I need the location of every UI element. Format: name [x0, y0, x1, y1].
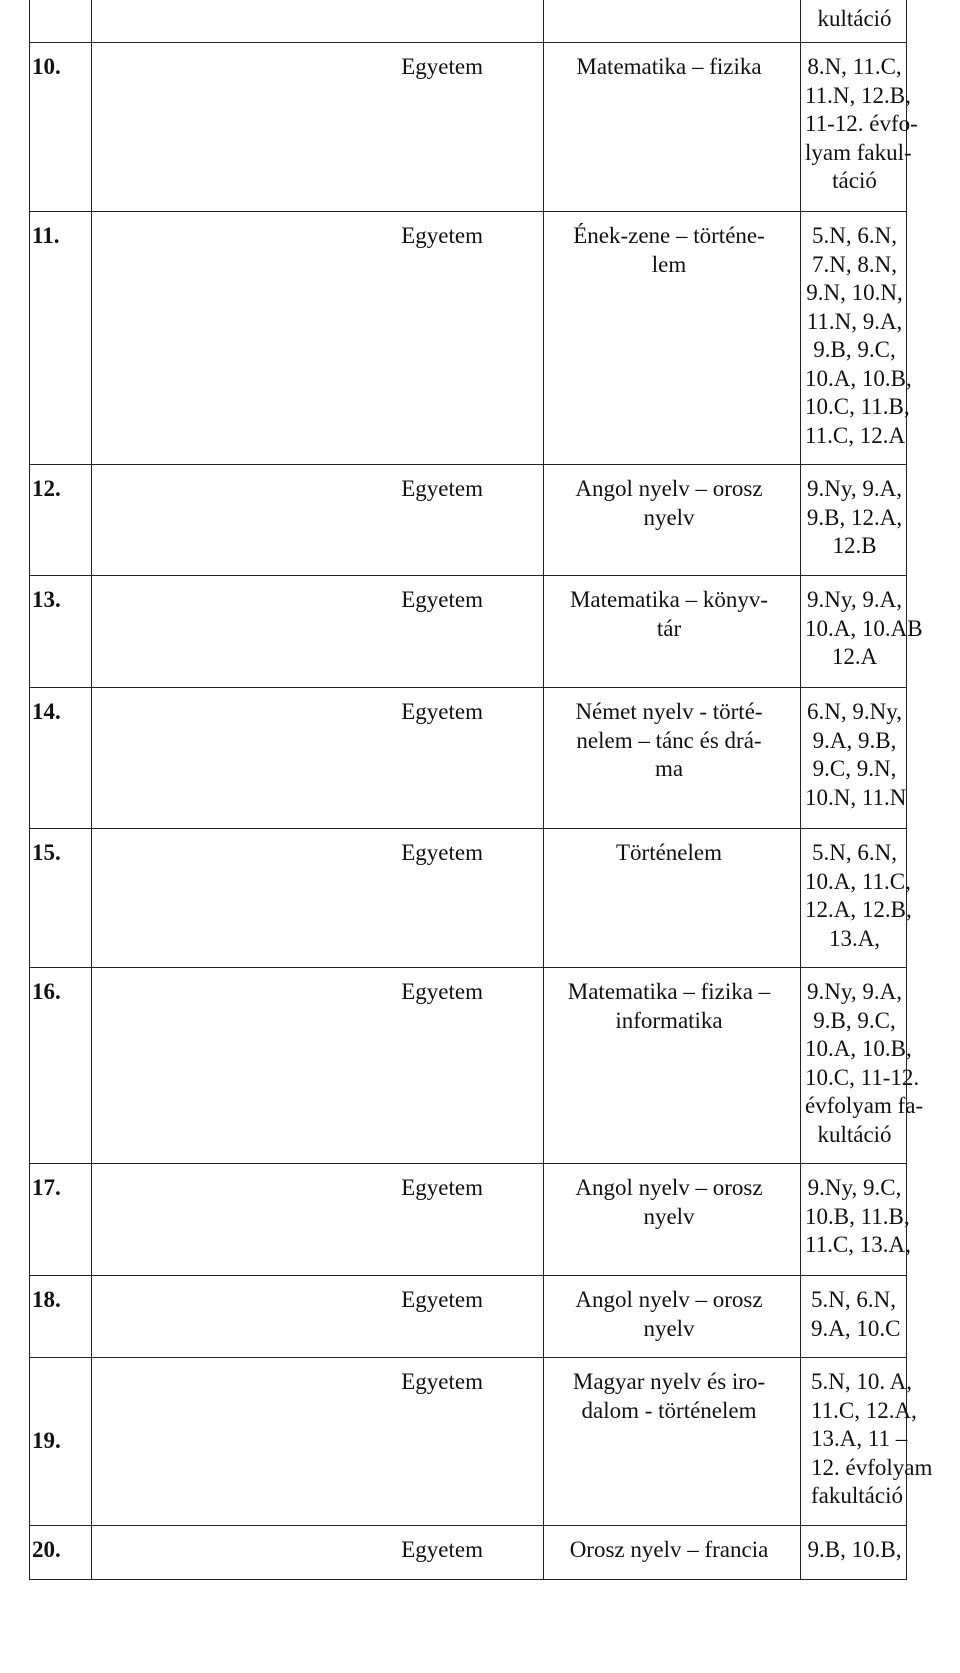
subject-cell	[544, 1276, 801, 1358]
subject-line: nyelv	[643, 1203, 695, 1229]
subject-line: Matematika – fizika	[576, 54, 762, 79]
table-row	[30, 1164, 907, 1276]
school-university-table	[29, 0, 933, 1580]
university-label: Egyetem	[401, 840, 483, 865]
subject-line: Angol nyelv – orosz	[575, 1287, 763, 1312]
number-cell	[30, 1164, 92, 1276]
classes-line: 9.B, 10.B,	[807, 1536, 902, 1562]
subject-cell	[544, 829, 801, 968]
table-row	[30, 576, 907, 688]
row-number: 10.	[32, 54, 61, 79]
number-cell	[30, 1276, 92, 1358]
classes-line: 9.N, 10.N,	[806, 280, 903, 305]
subject-line: dalom - történelem	[581, 1397, 757, 1423]
subject-line: Angol nyelv – orosz	[575, 476, 763, 501]
classes-line: 9.Ny, 9.A,	[807, 979, 902, 1004]
subject-line: ma	[654, 756, 684, 781]
classes-cell	[801, 829, 912, 968]
classes-cell	[801, 1164, 911, 1276]
classes-line: 10.C, 11.B,	[805, 394, 910, 419]
classes-cell	[801, 0, 907, 43]
number-cell	[30, 829, 92, 968]
classes-line: 12. évfolyam	[811, 1454, 933, 1480]
classes-cell	[801, 43, 918, 212]
classes-line: 10.N, 11.N	[805, 784, 907, 810]
classes-line: 9.Ny, 9.C,	[807, 1175, 902, 1200]
subject-cell	[544, 212, 801, 465]
classes-line: 11.N, 12.B,	[805, 82, 911, 108]
subject-line: Matematika – fizika –	[567, 979, 771, 1004]
classes-line: 5.N, 6.N,	[812, 223, 897, 248]
university-cell	[92, 1276, 544, 1358]
classes-line: 12.B	[832, 533, 877, 558]
university-label: Egyetem	[401, 699, 483, 724]
number-cell	[30, 43, 92, 212]
row-number: 19.	[32, 1428, 61, 1453]
table-row	[30, 688, 907, 829]
classes-line: fakultáció	[811, 1483, 903, 1508]
number-cell	[30, 968, 92, 1164]
university-label: Egyetem	[401, 1369, 483, 1394]
table-row	[30, 212, 907, 465]
row-number: 11.	[32, 223, 60, 248]
row-number: 17.	[32, 1175, 61, 1200]
classes-line: 9.Ny, 9.A,	[807, 587, 902, 612]
subject-line: Történelem	[615, 840, 722, 865]
university-label: Egyetem	[401, 223, 483, 248]
number-cell	[30, 576, 92, 688]
university-cell	[92, 43, 544, 212]
number-cell	[30, 688, 92, 829]
subject-line: Orosz nyelv – francia	[569, 1536, 769, 1562]
classes-line: 11.C, 13.A,	[805, 1232, 911, 1257]
classes-line: 7.N, 8.N,	[812, 251, 897, 277]
row-number: 14.	[32, 699, 61, 724]
number-cell	[30, 465, 92, 576]
university-label: Egyetem	[401, 476, 483, 501]
university-cell	[92, 465, 544, 576]
row-number: 18.	[32, 1287, 61, 1312]
subject-line: Ének-zene – történe-	[573, 223, 765, 248]
classes-line: 5.N, 6.N,	[811, 1287, 896, 1312]
university-label: Egyetem	[401, 1175, 483, 1200]
classes-line: kultáció	[817, 6, 892, 31]
classes-cell	[801, 688, 907, 829]
table-row	[30, 465, 907, 576]
classes-cell	[801, 1525, 907, 1579]
table-row	[30, 1525, 907, 1579]
classes-line: 5.N, 6.N,	[812, 840, 897, 865]
subject-line: lem	[651, 251, 687, 277]
subject-line: Német nyelv - törté-	[575, 699, 763, 724]
classes-cell	[801, 212, 912, 465]
university-label: Egyetem	[401, 1536, 483, 1562]
classes-line: 5.N, 10. A,	[811, 1369, 912, 1394]
row-number: 13.	[32, 587, 61, 612]
table-row-fragment	[30, 0, 907, 43]
university-cell	[92, 968, 544, 1164]
subject-line: nyelv	[643, 1315, 695, 1341]
classes-line: kultáció	[817, 1121, 892, 1147]
number-cell	[30, 212, 92, 465]
university-cell	[92, 1525, 544, 1579]
row-number: 16.	[32, 979, 61, 1004]
classes-line: 10.C, 11-12.	[805, 1064, 920, 1090]
classes-line: lyam fakul-	[805, 139, 912, 165]
number-cell	[30, 1525, 92, 1579]
university-cell	[92, 576, 544, 688]
table-body	[30, 0, 933, 1579]
row-number: 15.	[32, 840, 61, 865]
classes-cell	[801, 1358, 933, 1526]
subject-line: tár	[656, 615, 682, 641]
classes-line: 6.N, 9.Ny,	[807, 699, 902, 724]
university-label: Egyetem	[401, 54, 483, 79]
university-label: Egyetem	[401, 1287, 483, 1312]
subject-cell	[544, 43, 801, 212]
table-row	[30, 829, 907, 968]
classes-line: 13.A,	[828, 925, 881, 951]
subject-cell	[544, 1164, 801, 1276]
subject-line: nyelv	[643, 504, 695, 530]
classes-cell	[801, 1276, 907, 1358]
university-cell	[92, 0, 544, 43]
university-label: Egyetem	[401, 979, 483, 1004]
classes-line: 9.A, 10.C	[811, 1315, 901, 1341]
classes-line: 11.C, 12.A	[805, 422, 906, 448]
university-cell	[92, 1164, 544, 1276]
subject-line: Magyar nyelv és iro-	[572, 1369, 766, 1394]
classes-line: 10.A, 10.B,	[805, 1036, 912, 1061]
university-cell	[92, 212, 544, 465]
subject-cell	[544, 465, 801, 576]
subject-line: nelem – tánc és drá-	[576, 727, 762, 753]
classes-line: 9.B, 9.C,	[813, 1007, 896, 1033]
table-row	[30, 43, 907, 212]
classes-line: 9.Ny, 9.A,	[807, 476, 902, 501]
classes-line: évfolyam fa-	[805, 1093, 924, 1118]
classes-line: 10.A, 11.C,	[805, 868, 911, 894]
classes-line: 9.B, 12.A,	[806, 504, 903, 530]
classes-line: 12.A	[831, 644, 878, 669]
classes-line: 10.A, 10.AB	[805, 615, 923, 641]
classes-line: 11-12. évfo-	[805, 111, 918, 136]
subject-cell	[544, 1358, 801, 1526]
classes-line: 9.C, 9.N,	[812, 756, 897, 781]
classes-line: 9.A, 9.B,	[812, 727, 897, 753]
number-cell	[30, 1358, 92, 1526]
classes-line: táció	[832, 168, 877, 193]
university-cell	[92, 829, 544, 968]
subject-cell	[544, 968, 801, 1164]
subject-cell	[544, 0, 801, 43]
table-row	[30, 1358, 907, 1526]
subject-cell	[544, 1525, 801, 1579]
university-label: Egyetem	[401, 587, 483, 612]
classes-line: 12.A, 12.B,	[805, 897, 912, 922]
row-number: 12.	[32, 476, 61, 501]
classes-line: 8.N, 11.C,	[807, 54, 902, 79]
classes-cell	[801, 465, 907, 576]
subject-line: Angol nyelv – orosz	[575, 1175, 763, 1200]
classes-line: 11.N, 9.A,	[806, 308, 903, 334]
university-cell	[92, 688, 544, 829]
classes-cell	[801, 576, 923, 688]
subject-cell	[544, 576, 801, 688]
table-row	[30, 968, 907, 1164]
row-number: 20.	[32, 1536, 61, 1562]
table-row	[30, 1276, 907, 1358]
number-cell	[30, 0, 92, 43]
subject-cell	[544, 688, 801, 829]
classes-line: 9.B, 9.C,	[813, 337, 896, 362]
classes-line: 13.A, 11 –	[811, 1426, 908, 1451]
classes-line: 11.C, 12.A,	[811, 1397, 917, 1423]
classes-line: 10.A, 10.B,	[805, 365, 912, 391]
classes-line: 10.B, 11.B,	[805, 1203, 910, 1229]
university-cell	[92, 1358, 544, 1526]
subject-line: Matematika – könyv-	[569, 587, 768, 612]
classes-cell	[801, 968, 924, 1164]
subject-line: informatika	[615, 1007, 723, 1033]
